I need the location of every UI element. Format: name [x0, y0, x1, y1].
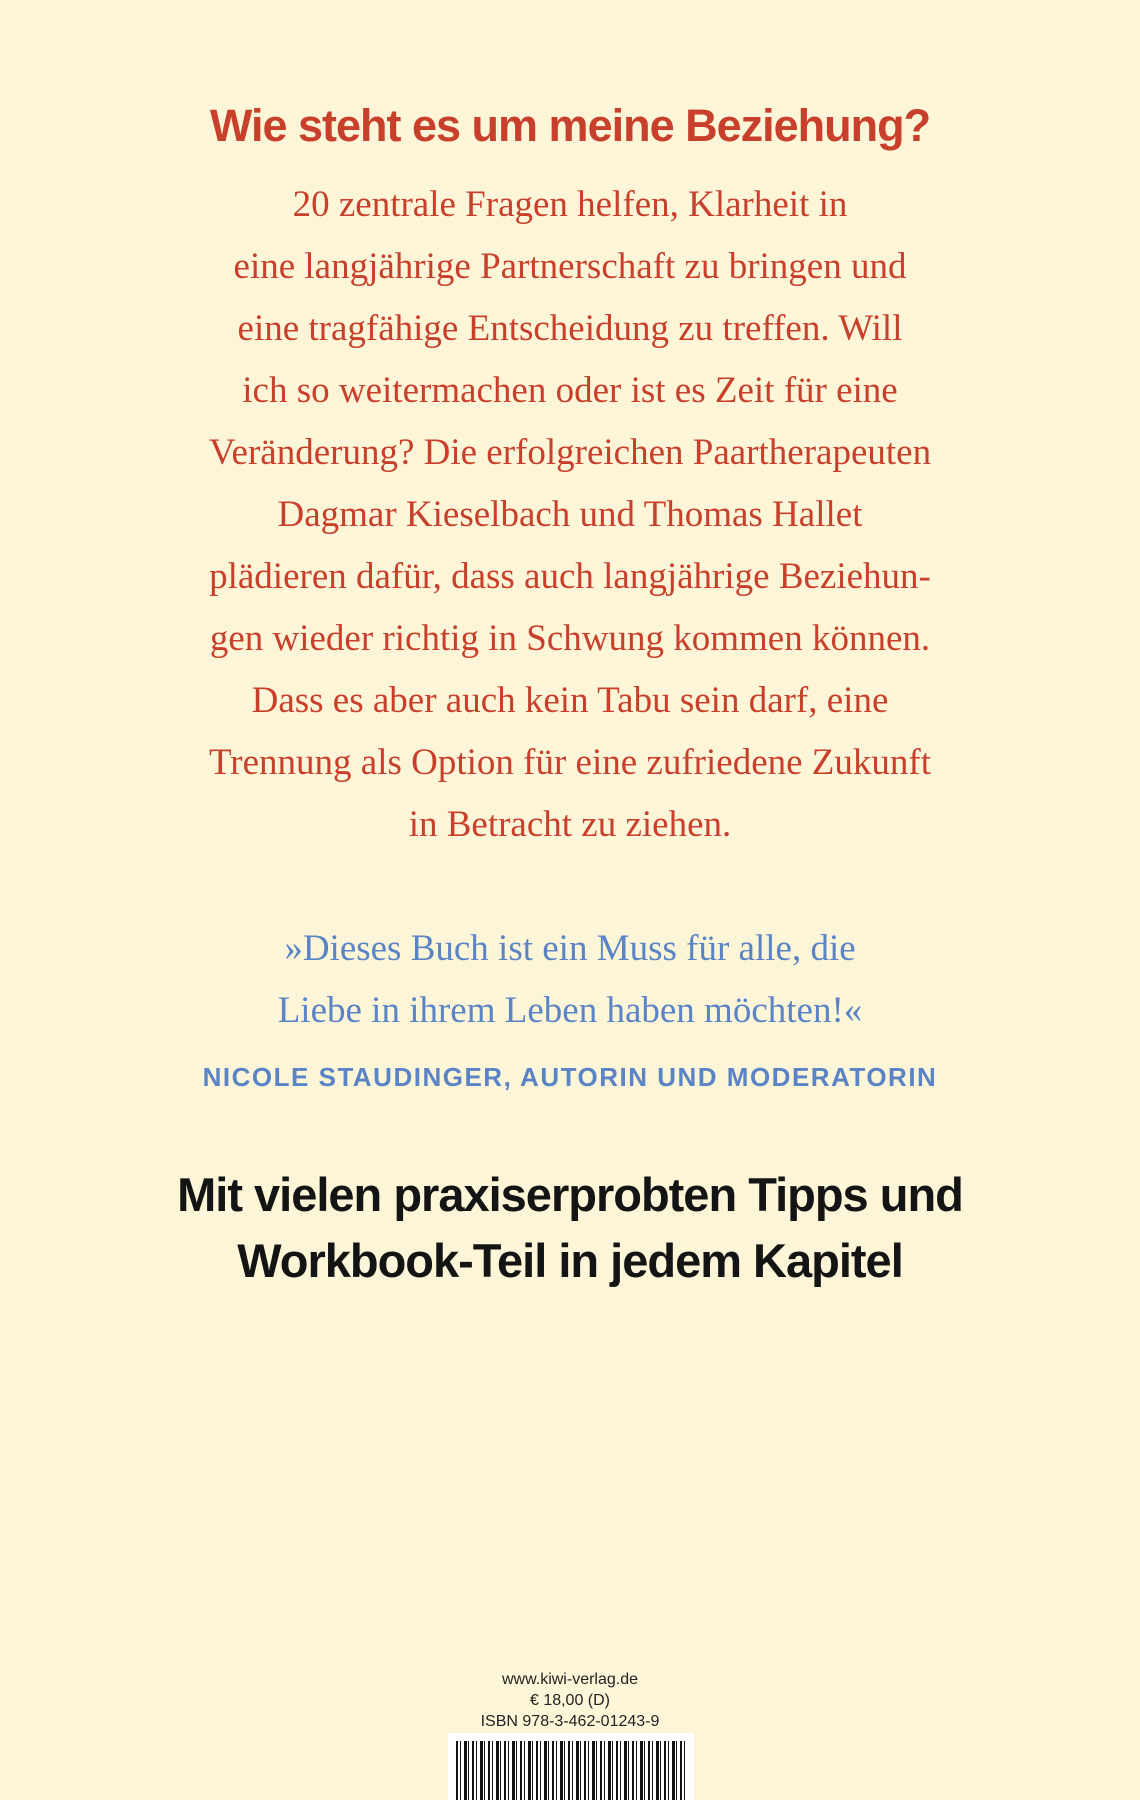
feature-line: Workbook-Teil in jedem Kapitel: [237, 1234, 903, 1287]
blurb-line: Trennung als Option für eine zufriedene Zukunft: [208, 742, 931, 783]
quote-line: »Dieses Buch ist ein Muss für alle, die: [284, 928, 856, 969]
publisher-info: [0, 1669, 1140, 1732]
quote-line: Liebe in ihrem Leben haben möchten!«: [277, 990, 863, 1031]
headline: Wie steht es um meine Beziehung?: [209, 100, 931, 151]
blurb-text: [120, 174, 1020, 856]
blurb-line: ich so weitermachen oder ist es Zeit für eine: [242, 370, 898, 411]
blurb-line: 20 zentrale Fragen helfen, Klarheit in: [292, 184, 848, 225]
barcode: [448, 1733, 694, 1800]
quote-attribution: NICOLE STAUDINGER, AUTORIN UND MODERATORIN: [202, 1062, 938, 1092]
publisher-url: www.kiwi-verlag.de: [501, 1671, 639, 1688]
blurb-line: Dass es aber auch kein Tabu sein darf, eine: [251, 680, 889, 721]
blurb-line: eine tragfähige Entscheidung zu treffen. Will: [237, 308, 903, 349]
isbn-label: ISBN 978-3-462-01243-9: [480, 1713, 660, 1730]
feature-tagline: [0, 1162, 1140, 1294]
blurb-line: Dagmar Kieselbach und Thomas Hallet: [277, 494, 863, 535]
blurb-line: gen wieder richtig in Schwung kommen können.: [209, 618, 931, 659]
blurb-line: in Betracht zu ziehen.: [408, 804, 732, 845]
price-label: € 18,00 (D): [529, 1692, 611, 1709]
blurb-line: Veränderung? Die erfolgreichen Paartherapeuten: [208, 432, 932, 473]
testimonial-quote: [120, 918, 1020, 1042]
blurb-line: plädieren dafür, dass auch langjährige Beziehun-: [209, 556, 931, 597]
barcode-bars: [456, 1741, 686, 1800]
blurb-line: eine langjährige Partnerschaft zu bringen und: [233, 246, 907, 287]
feature-line: Mit vielen praxiserprobten Tipps und: [177, 1168, 963, 1221]
